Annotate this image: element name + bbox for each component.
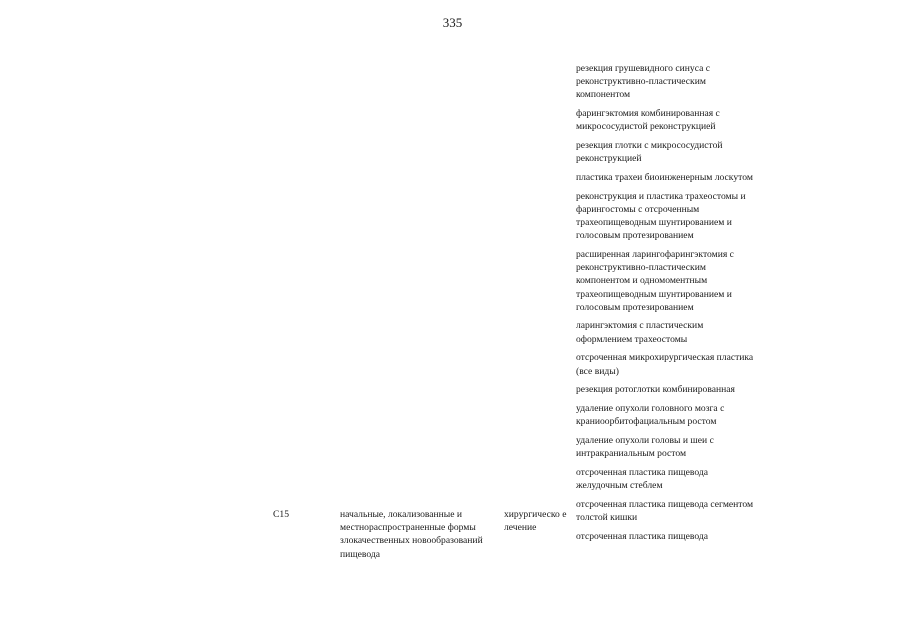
method-entry: расширенная ларингофарингэктомия с реконструктивно-пластическим компонентом и одномоментным трахеопищеводным шунтированием и голосовым протезированием — [576, 248, 734, 313]
diagnosis-text: начальные, локализованные и местнораспространенные формы злокачественных новообразований пищевода — [340, 509, 483, 560]
methods-column — [576, 62, 761, 548]
method-entry-c15: отсроченная пластика пищевода сегментом толстой кишки — [576, 498, 754, 523]
method-entry: фарингэктомия комбинированная с микрососудистой реконструкцией — [576, 108, 720, 133]
method-entry: удаление опухоли головного мозга с краниоорбитофациальным ростом — [576, 402, 725, 428]
method-entry: ларингэктомия с пластическим оформлением трахеостомы — [576, 320, 704, 345]
method-entry: резекция грушевидного синуса с реконструктивно-пластическим компонентом — [576, 63, 710, 101]
icd-code: C15 — [273, 509, 289, 520]
method-entry: резекция ротоглотки комбинированная — [576, 384, 735, 396]
page-number: 335 — [442, 15, 463, 30]
method-entry: резекция глотки с микрососудистой реконструкцией — [576, 140, 723, 165]
method-entry-c15: отсроченная пластика пищевода — [576, 530, 708, 542]
method-entry-c15: отсроченная пластика пищевода желудочным стеблем — [576, 466, 708, 491]
method-entry: реконструкция и пластика трахеостомы и фарингостомы с отсроченным трахеопищеводным шунтированием и голосовым протезированием — [576, 190, 746, 242]
treatment-type: хирургическо е лечение — [504, 509, 567, 534]
method-entry: удаление опухоли головы и шеи с интракраниальным ростом — [576, 434, 714, 460]
method-entry: пластика трахеи биоинженерным лоскутом — [576, 171, 753, 183]
method-entry: отсроченная микрохирургическая пластика (все виды) — [576, 352, 754, 377]
